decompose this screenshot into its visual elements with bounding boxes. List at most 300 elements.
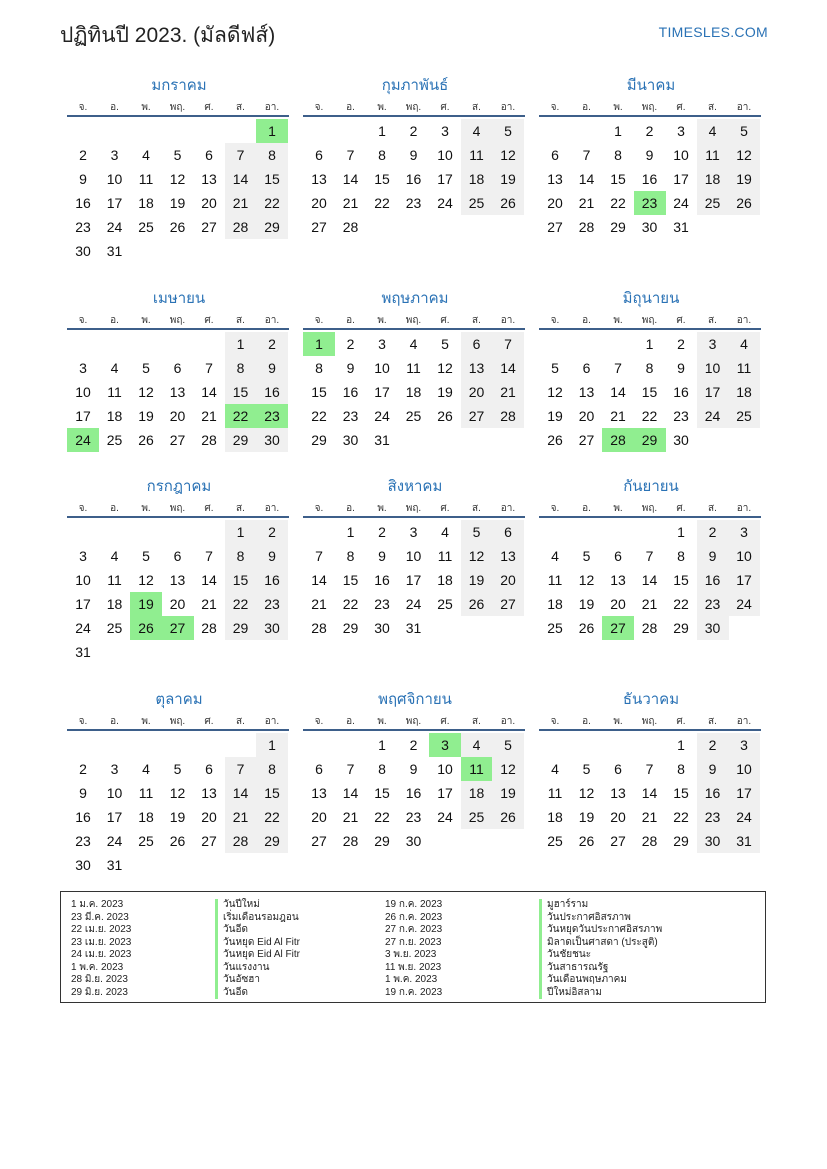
day-cell: 14 — [641, 785, 658, 801]
legend-date: 22 เม.ย. 2023 — [71, 924, 132, 935]
day-cell: 29 — [225, 616, 257, 640]
header-rule — [67, 115, 289, 117]
day-cell: 17 — [437, 785, 453, 801]
legend-holiday-name: วันอัซฮา — [215, 974, 300, 987]
legend-names-col-2 — [539, 899, 662, 999]
weekday-label: ศ. — [440, 315, 450, 326]
day-cell: 4 — [441, 524, 449, 540]
day-cell: 26 — [578, 833, 595, 849]
day-cell: 28 — [201, 432, 217, 448]
day-cell: 31 — [106, 243, 123, 259]
day-cell: 17 — [728, 568, 760, 592]
day-cell: 17 — [673, 171, 689, 187]
day-cell: 13 — [201, 171, 217, 187]
day-cell: 3 — [697, 332, 729, 356]
day-cell: 27 — [461, 404, 493, 428]
holiday-day-cell: 3 — [429, 733, 461, 757]
weekday-label: อ. — [346, 102, 355, 113]
day-cell: 24 — [437, 809, 453, 825]
day-cell: 9 — [79, 171, 87, 187]
day-cell: 31 — [374, 432, 390, 448]
day-cell: 19 — [492, 167, 524, 191]
day-cell: 7 — [645, 761, 654, 777]
day-cell: 1 — [614, 123, 622, 139]
day-cell: 11 — [697, 143, 729, 167]
day-cell: 14 — [225, 167, 257, 191]
day-cell: 5 — [142, 548, 150, 564]
day-cell: 30 — [374, 620, 390, 636]
day-cell: 15 — [673, 572, 689, 588]
weekday-label: ส. — [236, 716, 245, 727]
day-cell: 8 — [677, 548, 685, 564]
weekday-label: จ. — [314, 315, 324, 326]
day-cell: 16 — [405, 171, 422, 187]
weekday-label: พฤ. — [169, 315, 186, 326]
legend-holiday-name: วันปีใหม่ — [215, 899, 300, 912]
legend-date: 1 ม.ค. 2023 — [71, 899, 124, 910]
day-cell: 19 — [169, 195, 186, 211]
day-cell: 28 — [225, 215, 257, 239]
day-cell: 28 — [311, 620, 327, 636]
month-name: สิงหาคม — [387, 478, 443, 495]
month-name: เมษายน — [152, 290, 206, 307]
day-cell: 29 — [256, 215, 288, 239]
page-title: ปฏิทินปี 2023. (มัลดีฟส์) — [60, 24, 276, 47]
weekday-label: จ. — [78, 716, 88, 727]
day-cell: 20 — [547, 195, 563, 211]
day-cell: 3 — [677, 123, 685, 139]
day-cell: 8 — [378, 761, 386, 777]
holiday-day-cell: 24 — [67, 428, 99, 452]
weekday-label: จ. — [314, 102, 324, 113]
day-cell: 29 — [311, 432, 327, 448]
day-cell: 29 — [673, 620, 689, 636]
day-cell: 10 — [405, 548, 422, 564]
day-cell: 13 — [311, 171, 327, 187]
day-cell: 29 — [673, 833, 689, 849]
weekday-label: อา. — [736, 716, 752, 727]
weekday-label: อ. — [346, 315, 355, 326]
day-cell: 19 — [138, 408, 154, 424]
legend-holiday-name: วันหยุด Eid Al Fitr — [215, 949, 300, 962]
day-cell: 21 — [311, 596, 327, 612]
day-cell: 12 — [138, 384, 154, 400]
day-cell: 22 — [342, 596, 359, 612]
day-cell: 21 — [342, 195, 359, 211]
day-cell: 5 — [551, 360, 559, 376]
day-cell: 8 — [614, 147, 622, 163]
day-cell: 10 — [437, 761, 453, 777]
day-cell: 18 — [461, 781, 493, 805]
day-cell: 10 — [75, 384, 91, 400]
day-cell: 12 — [547, 384, 563, 400]
weekday-label: พฤ. — [169, 503, 186, 514]
day-cell: 16 — [75, 195, 91, 211]
day-cell: 21 — [610, 408, 626, 424]
day-cell: 27 — [169, 432, 186, 448]
day-cell: 3 — [409, 524, 418, 540]
weekday-label: อ. — [110, 102, 119, 113]
day-cell: 19 — [728, 167, 760, 191]
weekday-label: อ. — [110, 716, 119, 727]
day-cell: 10 — [728, 544, 760, 568]
weekday-label: ส. — [472, 315, 481, 326]
day-cell: 8 — [225, 544, 257, 568]
day-cell: 1 — [677, 737, 685, 753]
weekday-label: อ. — [582, 315, 591, 326]
day-cell: 13 — [201, 785, 217, 801]
day-cell: 17 — [106, 809, 123, 825]
day-cell: 14 — [201, 384, 217, 400]
weekday-label: อา. — [500, 102, 516, 113]
day-cell: 1 — [225, 332, 257, 356]
day-cell: 17 — [697, 380, 729, 404]
holiday-day-cell: 29 — [634, 428, 666, 452]
day-cell: 8 — [225, 356, 257, 380]
day-cell: 14 — [610, 384, 626, 400]
day-cell: 11 — [138, 171, 154, 187]
day-cell: 23 — [673, 408, 689, 424]
day-cell: 30 — [673, 432, 689, 448]
day-cell: 21 — [225, 805, 257, 829]
day-cell: 30 — [75, 857, 91, 873]
day-cell: 4 — [697, 119, 729, 143]
day-cell: 1 — [225, 520, 257, 544]
day-cell: 6 — [315, 147, 323, 163]
day-cell: 26 — [547, 432, 563, 448]
day-cell: 31 — [106, 857, 123, 873]
day-cell: 15 — [374, 785, 390, 801]
legend-date: 24 เม.ย. 2023 — [71, 949, 132, 960]
day-cell: 14 — [311, 572, 327, 588]
day-cell: 5 — [492, 119, 524, 143]
day-cell: 6 — [492, 520, 524, 544]
day-cell: 24 — [673, 195, 689, 211]
day-cell: 14 — [225, 781, 257, 805]
day-cell: 16 — [697, 781, 729, 805]
day-cell: 11 — [547, 572, 563, 588]
day-cell: 5 — [441, 336, 449, 352]
day-cell: 18 — [106, 408, 123, 424]
day-cell: 29 — [374, 833, 390, 849]
day-cell: 8 — [645, 360, 654, 376]
day-cell: 9 — [346, 360, 355, 376]
weekday-label: อา. — [264, 716, 280, 727]
day-cell: 7 — [205, 360, 213, 376]
legend-holiday-name: วันชัยชนะ — [539, 949, 662, 962]
day-cell: 22 — [311, 408, 327, 424]
day-cell: 23 — [256, 592, 288, 616]
day-cell: 31 — [405, 620, 422, 636]
day-cell: 8 — [256, 143, 288, 167]
day-cell: 6 — [205, 761, 213, 777]
day-cell: 5 — [461, 520, 493, 544]
day-cell: 25 — [461, 191, 493, 215]
day-cell: 7 — [315, 548, 323, 564]
day-cell: 22 — [673, 596, 689, 612]
legend-holiday-name: วันหยุดวันประกาศอิสรภาพ — [539, 924, 662, 937]
day-cell: 22 — [374, 195, 390, 211]
day-cell: 4 — [110, 548, 119, 564]
day-cell: 26 — [169, 219, 186, 235]
day-cell: 19 — [169, 809, 186, 825]
day-cell: 1 — [346, 524, 355, 540]
day-cell: 2 — [256, 332, 288, 356]
day-cell: 23 — [405, 195, 422, 211]
weekday-label: อา. — [500, 315, 516, 326]
weekday-label: อ. — [582, 503, 591, 514]
day-cell: 17 — [405, 572, 422, 588]
day-cell: 19 — [547, 408, 563, 424]
weekday-label: อา. — [736, 102, 752, 113]
day-cell: 26 — [461, 592, 493, 616]
day-cell: 25 — [106, 432, 123, 448]
holiday-day-cell: 1 — [256, 119, 288, 143]
weekday-label: จ. — [78, 315, 88, 326]
header-rule — [67, 729, 289, 731]
weekday-label: จ. — [314, 716, 324, 727]
legend-holiday-name: เริ่มเดือนรอมฎอน — [215, 912, 300, 925]
weekday-label: พฤ. — [169, 102, 186, 113]
day-cell: 12 — [492, 757, 524, 781]
day-cell: 30 — [697, 616, 729, 640]
day-cell: 30 — [405, 833, 422, 849]
day-cell: 17 — [728, 781, 760, 805]
legend-holiday-name: วันอีด — [215, 924, 300, 937]
day-cell: 15 — [641, 384, 658, 400]
holiday-day-cell: 27 — [162, 616, 194, 640]
legend-date: 1 พ.ค. 2023 — [385, 974, 438, 985]
weekday-label: พ. — [377, 503, 387, 514]
header-rule — [539, 115, 761, 117]
day-cell: 8 — [378, 147, 386, 163]
legend-holiday-name: วันเดือนพฤษภาคม — [539, 974, 662, 987]
day-cell: 4 — [142, 761, 150, 777]
weekday-label: จ. — [78, 102, 88, 113]
day-cell: 3 — [378, 336, 386, 352]
weekday-label: พฤ. — [405, 315, 422, 326]
legend-dates-col-2 — [385, 899, 442, 999]
day-cell: 26 — [492, 805, 524, 829]
month-name: มกราคม — [151, 77, 207, 94]
day-cell: 28 — [578, 219, 595, 235]
day-cell: 7 — [205, 548, 213, 564]
legend-date: 26 ก.ค. 2023 — [385, 911, 443, 923]
day-cell: 27 — [311, 219, 327, 235]
day-cell: 22 — [256, 191, 288, 215]
weekday-label: ศ. — [440, 716, 450, 727]
day-cell: 12 — [492, 143, 524, 167]
month-name: ธันวาคม — [622, 691, 680, 708]
day-cell: 20 — [610, 809, 626, 825]
day-cell: 10 — [697, 356, 729, 380]
day-cell: 15 — [374, 171, 390, 187]
day-cell: 1 — [378, 123, 386, 139]
day-cell: 14 — [342, 171, 359, 187]
day-cell: 2 — [79, 761, 87, 777]
weekday-label: พฤ. — [405, 716, 422, 727]
day-cell: 5 — [173, 761, 182, 777]
weekday-label: จ. — [550, 716, 560, 727]
day-cell: 28 — [641, 833, 658, 849]
day-cell: 25 — [547, 833, 563, 849]
header-rule — [303, 115, 525, 117]
day-cell: 20 — [169, 596, 186, 612]
day-cell: 24 — [728, 805, 760, 829]
day-cell: 2 — [409, 737, 418, 753]
day-cell: 23 — [374, 596, 390, 612]
day-cell: 27 — [311, 833, 327, 849]
day-cell: 10 — [106, 785, 123, 801]
weekday-label: พ. — [141, 315, 151, 326]
legend-date: 19 ก.ค. 2023 — [385, 986, 443, 998]
day-cell: 20 — [461, 380, 493, 404]
legend-date: 27 ก.ค. 2023 — [385, 924, 443, 935]
header-rule — [303, 729, 525, 731]
day-cell: 20 — [578, 408, 595, 424]
legend-date: 27 ก.ย. 2023 — [385, 936, 442, 948]
legend-holiday-name: วันอีด — [215, 987, 300, 1000]
day-cell: 18 — [461, 167, 493, 191]
day-cell: 11 — [107, 384, 122, 400]
day-cell: 13 — [610, 572, 626, 588]
day-cell: 7 — [645, 548, 654, 564]
day-cell: 3 — [79, 548, 87, 564]
day-cell: 9 — [256, 356, 288, 380]
weekday-label: ศ. — [676, 503, 686, 514]
day-cell: 7 — [582, 147, 591, 163]
day-cell: 18 — [547, 809, 563, 825]
day-cell: 6 — [551, 147, 559, 163]
day-cell: 15 — [311, 384, 327, 400]
holiday-day-cell: 26 — [130, 616, 162, 640]
day-cell: 25 — [138, 833, 154, 849]
weekday-label: พฤ. — [169, 716, 186, 727]
weekday-label: พ. — [377, 102, 387, 113]
day-cell: 2 — [378, 524, 386, 540]
day-cell: 14 — [201, 572, 217, 588]
day-cell: 27 — [610, 833, 626, 849]
day-cell: 9 — [645, 147, 654, 163]
day-cell: 27 — [201, 219, 217, 235]
day-cell: 20 — [169, 408, 186, 424]
day-cell: 3 — [110, 147, 119, 163]
day-cell: 20 — [201, 809, 217, 825]
weekday-label: ส. — [236, 503, 245, 514]
day-cell: 3 — [441, 123, 449, 139]
day-cell: 17 — [75, 408, 91, 424]
day-cell: 15 — [256, 781, 288, 805]
day-cell: 24 — [75, 620, 91, 636]
weekday-label: ส. — [236, 102, 245, 113]
weekday-label: อา. — [264, 102, 280, 113]
day-cell: 24 — [106, 219, 123, 235]
day-cell: 1 — [256, 733, 288, 757]
day-cell: 23 — [697, 592, 729, 616]
weekday-label: พ. — [613, 315, 623, 326]
weekday-label: ส. — [472, 102, 481, 113]
day-cell: 24 — [405, 596, 422, 612]
month-name: กรกฎาคม — [146, 478, 212, 495]
day-cell: 16 — [641, 171, 658, 187]
holiday-day-cell: 28 — [602, 428, 634, 452]
holiday-day-cell: 11 — [461, 757, 493, 781]
day-cell: 24 — [374, 408, 390, 424]
day-cell: 5 — [582, 761, 591, 777]
weekday-label: อา. — [264, 503, 280, 514]
day-cell: 2 — [645, 123, 654, 139]
day-cell: 9 — [256, 544, 288, 568]
legend-date: 28 มิ.ย. 2023 — [71, 974, 128, 985]
day-cell: 17 — [437, 171, 453, 187]
site-link[interactable]: TIMESLES.COM — [658, 24, 768, 40]
legend-holiday-name: มิลาดเป็นศาสดา (ประสูติ) — [539, 937, 662, 950]
weekday-label: อา. — [736, 503, 752, 514]
weekday-label: พฤ. — [641, 315, 658, 326]
day-cell: 12 — [578, 785, 595, 801]
day-cell: 21 — [342, 809, 359, 825]
day-cell: 19 — [578, 809, 595, 825]
holiday-day-cell: 1 — [303, 332, 335, 356]
day-cell: 26 — [169, 833, 186, 849]
day-cell: 16 — [405, 785, 422, 801]
day-cell: 22 — [673, 809, 689, 825]
day-cell: 7 — [225, 757, 257, 781]
day-cell: 11 — [107, 572, 122, 588]
weekday-label: พ. — [377, 716, 387, 727]
day-cell: 30 — [697, 829, 729, 853]
day-cell: 6 — [173, 548, 182, 564]
day-cell: 18 — [437, 572, 453, 588]
weekday-label: ศ. — [440, 503, 450, 514]
day-cell: 15 — [225, 568, 257, 592]
weekday-label: ศ. — [676, 102, 686, 113]
weekday-label: พ. — [141, 716, 151, 727]
weekday-label: พฤ. — [641, 716, 658, 727]
day-cell: 5 — [582, 548, 591, 564]
day-cell: 2 — [697, 733, 729, 757]
weekday-label: ส. — [472, 503, 481, 514]
day-cell: 3 — [110, 761, 119, 777]
header-rule — [67, 516, 289, 518]
day-cell: 5 — [492, 733, 524, 757]
legend-date: 3 พ.ย. 2023 — [385, 949, 437, 960]
weekday-label: พ. — [377, 315, 387, 326]
day-cell: 18 — [138, 809, 154, 825]
day-cell: 13 — [169, 572, 186, 588]
legend-names-col-1 — [215, 899, 300, 999]
day-cell: 30 — [75, 243, 91, 259]
day-cell: 7 — [492, 332, 524, 356]
day-cell: 20 — [311, 809, 327, 825]
header-rule — [303, 328, 525, 330]
day-cell: 25 — [106, 620, 123, 636]
header-rule — [539, 729, 761, 731]
day-cell: 20 — [610, 596, 626, 612]
weekday-label: ศ. — [204, 102, 214, 113]
day-cell: 14 — [342, 785, 359, 801]
day-cell: 25 — [697, 191, 729, 215]
legend-holiday-name: วันสาธารณรัฐ — [539, 962, 662, 975]
day-cell: 13 — [169, 384, 186, 400]
day-cell: 1 — [645, 336, 654, 352]
day-cell: 15 — [256, 167, 288, 191]
legend-dates-col-1 — [71, 899, 131, 999]
day-cell: 5 — [173, 147, 182, 163]
day-cell: 18 — [697, 167, 729, 191]
day-cell: 28 — [641, 620, 658, 636]
day-cell: 26 — [728, 191, 760, 215]
